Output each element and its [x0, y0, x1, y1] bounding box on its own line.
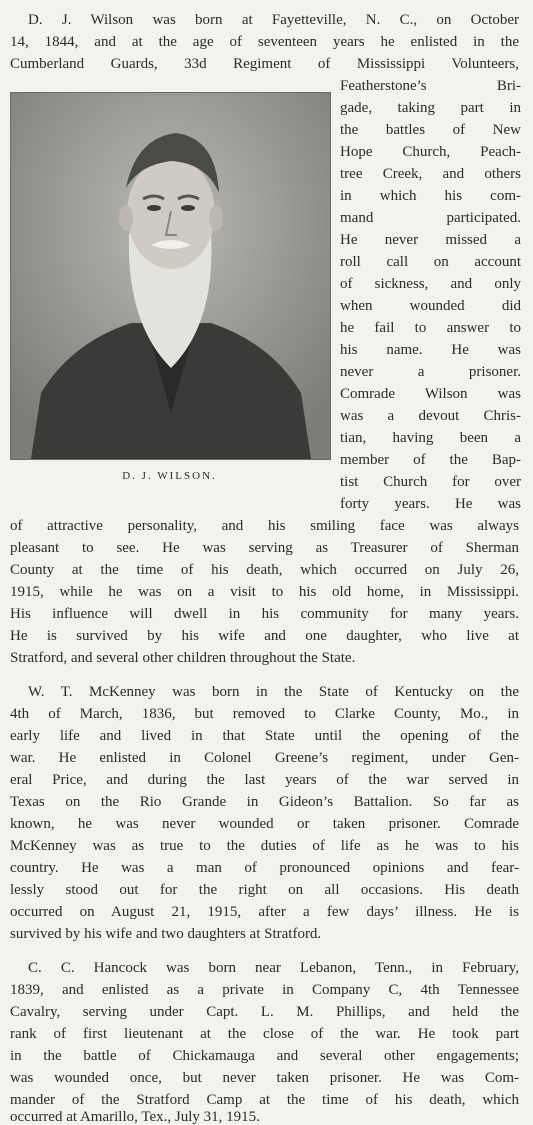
p3-line: mander of the Stratford Camp at the time of his death, which	[10, 1092, 519, 1108]
p3-line: was wounded once, but never taken prisoner. He was Com-	[10, 1070, 519, 1086]
portrait-photo	[10, 92, 331, 460]
p2-line: occurred on August 21, 1915, after a few days’ illness. He is	[10, 904, 519, 920]
p1-bottom-line: 1915, while he was on a visit to his old home, in Mississippi.	[10, 584, 519, 600]
p1-right-line: tian, having been a	[340, 430, 521, 446]
p1-line-3: Cumberland Guards, 33d Regiment of Mississippi Volunteers,	[10, 56, 519, 72]
p1-right-line: in which his com-	[340, 188, 521, 204]
p1-bottom-line: Stratford, and several other children throughout the State.	[10, 650, 356, 666]
p1-right-line: he fail to answer to	[340, 320, 521, 336]
p1-right-line: when wounded did	[340, 298, 521, 314]
p2-line: McKenney was as true to the duties of life as he was to his	[10, 838, 519, 854]
p1-line-1: D. J. Wilson was born at Fayetteville, N. C., on October	[28, 12, 519, 28]
p3-line: Cavalry, serving under Capt. L. M. Phillips, and held the	[10, 1004, 519, 1020]
p1-right-line: tist Church for over	[340, 474, 521, 490]
portrait-image	[11, 93, 330, 459]
p1-right-line: forty years. He was	[340, 496, 521, 512]
p2-line: 4th of March, 1836, but removed to Clarke County, Mo., in	[10, 706, 519, 722]
p1-right-line: never a prisoner.	[340, 364, 521, 380]
p1-line-2: 14, 1844, and at the age of seventeen years he enlisted in the	[10, 34, 519, 50]
p2-line: known, he was never wounded or taken prisoner. Comrade	[10, 816, 519, 832]
p2-line: W. T. McKenney was born in the State of Kentucky on the	[28, 684, 519, 700]
p1-bottom-line: He is survived by his wife and one daughter, who live at	[10, 628, 519, 644]
p1-right-line: Comrade Wilson was	[340, 386, 521, 402]
p2-line: survived by his wife and two daughters at Stratford.	[10, 926, 322, 942]
portrait-caption: D. J. WILSON.	[122, 470, 217, 482]
p1-right-line: his name. He was	[340, 342, 521, 358]
p3-line: 1839, and enlisted as a private in Company C, 4th Tennessee	[10, 982, 519, 998]
p3-line: rank of first lieutenant at the close of the war. He took part	[10, 1026, 519, 1042]
p1-right-line: gade, taking part in	[340, 100, 521, 116]
p1-right-line: was a devout Chris-	[340, 408, 521, 424]
p3-line: occurred at Amarillo, Tex., July 31, 1915.	[10, 1109, 260, 1125]
p1-right-line: of sickness, and only	[340, 276, 521, 292]
p2-line: Texas on the Rio Grande in Gideon’s Battalion. So far as	[10, 794, 519, 810]
p2-line: eral Price, and during the last years of the war served in	[10, 772, 519, 788]
p2-line: lessly stood out for the right on all occasions. His death	[10, 882, 519, 898]
p1-right-line: Hope Church, Peach-	[340, 144, 521, 160]
p3-line: in the battle of Chickamauga and several other engagements;	[10, 1048, 519, 1064]
p1-bottom-line: His influence will dwell in his community for many years.	[10, 606, 519, 622]
p1-bottom-line: pleasant to see. He was serving as Treasurer of Sherman	[10, 540, 519, 556]
p1-right-line: tree Creek, and others	[340, 166, 521, 182]
p1-right-line: member of the Bap-	[340, 452, 521, 468]
p1-right-line: Featherstone’s Bri-	[340, 78, 521, 94]
p1-bottom-line: of attractive personality, and his smiling face was always	[10, 518, 519, 534]
p1-right-line: roll call on account	[340, 254, 521, 270]
p2-line: early life and lived in that State until the opening of the	[10, 728, 519, 744]
p2-line: country. He was a man of pronounced opinions and fear-	[10, 860, 519, 876]
p1-bottom-line: County at the time of his death, which occurred on July 26,	[10, 562, 519, 578]
p1-right-line: the battles of New	[340, 122, 521, 138]
p3-line: C. C. Hancock was born near Lebanon, Tenn., in February,	[28, 960, 519, 976]
p1-right-line: mand participated.	[340, 210, 521, 226]
p1-right-line: He never missed a	[340, 232, 521, 248]
p2-line: war. He enlisted in Colonel Greene’s regiment, under Gen-	[10, 750, 519, 766]
